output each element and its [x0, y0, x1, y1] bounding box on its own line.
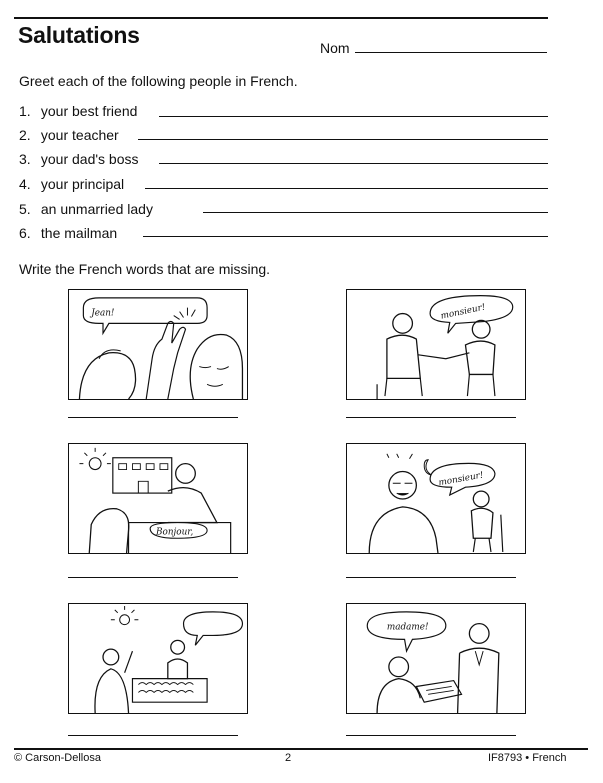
- picture-panel-2: [346, 289, 526, 400]
- bubble-text-4: monsieur!: [437, 470, 485, 489]
- footer-copyright: © Carson-Dellosa: [14, 752, 101, 764]
- illustration-office-greeting: [347, 604, 525, 713]
- answer-line-panel-6[interactable]: [346, 735, 516, 736]
- answer-line-panel-2[interactable]: [346, 417, 516, 418]
- answer-line-6[interactable]: [143, 236, 548, 237]
- footer-rule: [14, 748, 588, 750]
- illustration-high-five: [69, 290, 247, 399]
- item-3: 3. your dad's boss: [19, 151, 139, 167]
- instruction-greet: Greet each of the following people in French.: [19, 73, 298, 89]
- illustration-handshake: [347, 290, 525, 399]
- illustration-night-greeting: [347, 444, 525, 553]
- page-number: 2: [285, 752, 292, 764]
- item-6: 6. the mailman: [19, 225, 118, 241]
- instruction-missing: Write the French words that are missing.: [19, 261, 271, 277]
- picture-panel-4: [346, 443, 526, 554]
- answer-line-5[interactable]: [203, 212, 548, 213]
- item-1: 1. your best friend: [19, 103, 138, 119]
- footer-book-code: IF8793 • French: [488, 752, 567, 764]
- page-title: Salutations: [18, 22, 140, 48]
- item-5: 5. an unmarried lady: [19, 201, 153, 217]
- answer-line-panel-1[interactable]: [68, 417, 238, 418]
- illustration-school-greeting: [69, 444, 247, 553]
- bubble-text-3: Bonjour,: [156, 527, 194, 538]
- bubble-text-2: monsieur!: [439, 302, 487, 322]
- answer-line-panel-5[interactable]: [68, 735, 238, 736]
- answer-line-panel-3[interactable]: [68, 577, 238, 578]
- picture-panel-6: [346, 603, 526, 714]
- bubble-text-6: madame!: [386, 622, 429, 633]
- answer-line-3[interactable]: [159, 163, 548, 164]
- top-rule: [14, 17, 548, 19]
- answer-line-2[interactable]: [138, 139, 548, 140]
- bubble-text-1: Jean!: [91, 308, 115, 319]
- item-4: 4. your principal: [19, 176, 125, 192]
- nom-field[interactable]: [355, 52, 547, 53]
- picture-panel-5: [68, 603, 248, 714]
- answer-line-1[interactable]: [159, 116, 548, 117]
- answer-line-4[interactable]: [145, 188, 548, 189]
- item-2: 2. your teacher: [19, 127, 119, 143]
- answer-line-panel-4[interactable]: [346, 577, 516, 578]
- picture-panel-3: [68, 443, 248, 554]
- picture-panel-1: [68, 289, 248, 400]
- nom-label: Nom: [320, 40, 350, 56]
- illustration-market: [69, 604, 247, 713]
